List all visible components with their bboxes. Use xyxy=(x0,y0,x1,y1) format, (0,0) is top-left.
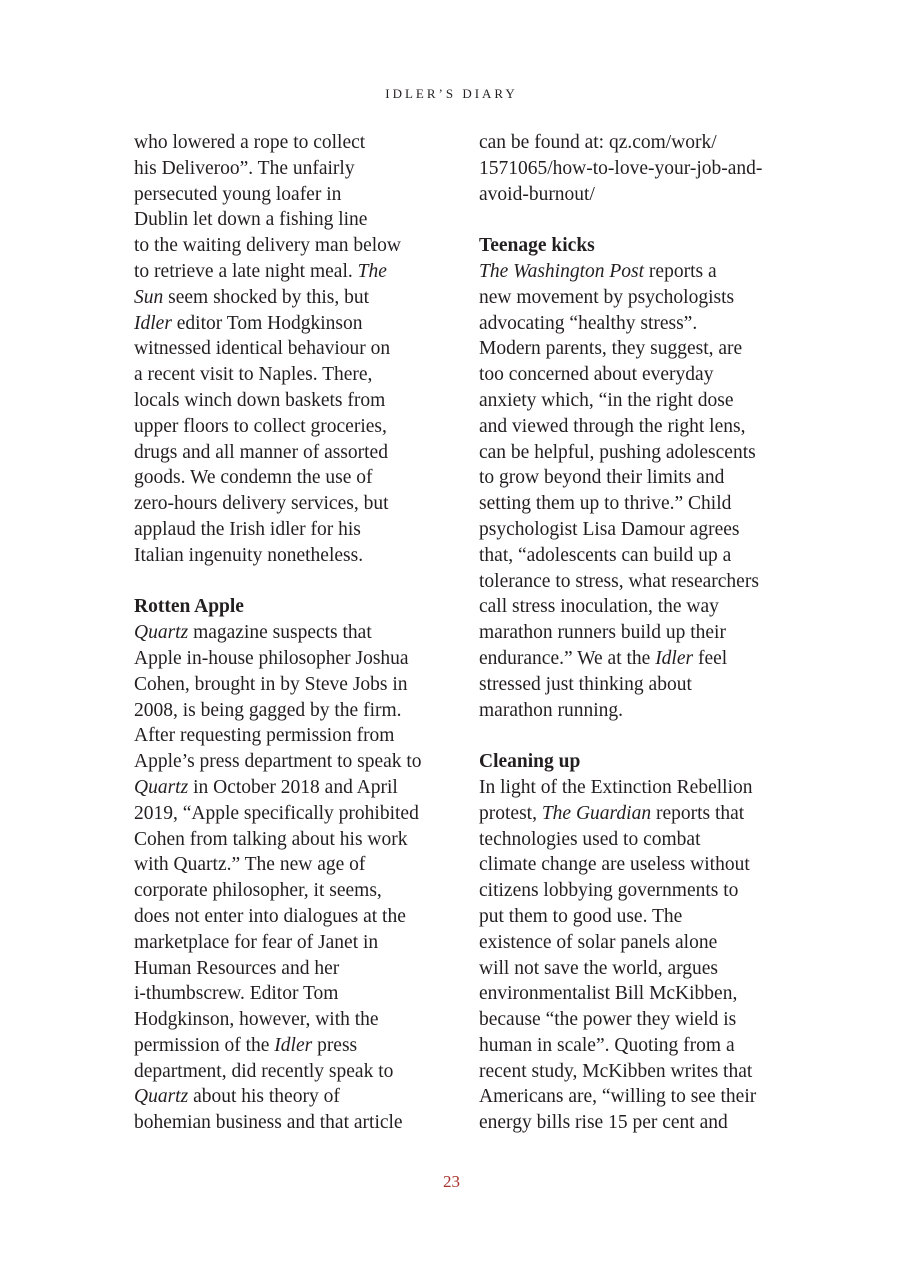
text-line: existence of solar panels alone xyxy=(479,931,718,953)
text-line: 2019, “Apple specifically prohibited xyxy=(134,802,419,824)
text-segment: feel xyxy=(693,647,728,669)
text-line: After requesting permission from xyxy=(134,725,395,747)
text-line: energy bills rise 15 per cent and xyxy=(479,1112,728,1134)
text-line: locals winch down baskets from xyxy=(134,389,386,411)
text-line xyxy=(134,620,464,646)
blank-line xyxy=(479,207,809,233)
text-line xyxy=(134,259,464,285)
text-line: to the waiting delivery man below xyxy=(134,235,401,257)
text-line: Modern parents, they suggest, are xyxy=(479,338,743,360)
text-line: and viewed through the right lens, xyxy=(479,415,746,437)
text-line: Cohen, brought in by Steve Jobs in xyxy=(134,673,408,695)
italic-title: Quartz xyxy=(134,622,189,644)
text-line: Cohen from talking about his work xyxy=(134,828,408,850)
text-line: his Deliveroo”. The unfairly xyxy=(134,157,355,179)
text-line: goods. We condemn the use of xyxy=(134,467,373,489)
text-line xyxy=(134,775,464,801)
text-line: with Quartz.” The new age of xyxy=(134,854,366,876)
text-line: zero-hours delivery services, but xyxy=(134,493,389,515)
text-segment: editor Tom Hodgkinson xyxy=(171,312,363,334)
text-segment: in October 2018 and April xyxy=(188,776,398,798)
text-line: witnessed identical behaviour on xyxy=(134,338,391,360)
text-line xyxy=(479,646,809,672)
text-line: new movement by psychologists xyxy=(479,286,735,308)
text-line xyxy=(134,285,464,311)
text-line: marathon runners build up their xyxy=(479,622,726,644)
italic-title: The Washington Post xyxy=(479,260,645,282)
italic-title: Idler xyxy=(274,1034,313,1056)
text-segment: protest, xyxy=(479,802,542,824)
text-line: Apple’s press department to speak to xyxy=(134,751,422,773)
text-line: technologies used to combat xyxy=(479,828,701,850)
text-line: citizens lobbying governments to xyxy=(479,880,739,902)
text-line: avoid-burnout/ xyxy=(479,183,595,205)
italic-title: Idler xyxy=(134,312,172,334)
text-line: stressed just thinking about xyxy=(479,673,692,695)
text-line: because “the power they wield is xyxy=(479,1009,737,1031)
text-line: persecuted young loafer in xyxy=(134,183,342,205)
text-line: Dublin let down a fishing line xyxy=(134,209,368,231)
text-segment: reports a xyxy=(644,260,717,282)
text-line: corporate philosopher, it seems, xyxy=(134,880,382,902)
italic-title: Quartz xyxy=(134,1086,189,1108)
text-line: marketplace for fear of Janet in xyxy=(134,931,379,953)
text-line: environmentalist Bill McKibben, xyxy=(479,983,738,1005)
text-line: put them to good use. The xyxy=(479,905,683,927)
text-line: In light of the Extinction Rebellion xyxy=(479,776,753,798)
text-segment: endurance.” We at the xyxy=(479,647,656,669)
text-line: i-thumbscrew. Editor Tom xyxy=(134,983,339,1005)
text-line: marathon running. xyxy=(479,699,624,721)
text-line: upper floors to collect groceries, xyxy=(134,415,387,437)
text-segment: permission of the xyxy=(134,1034,275,1056)
blank-line xyxy=(479,723,809,749)
section-heading: Teenage kicks xyxy=(479,235,595,257)
text-segment: about his theory of xyxy=(188,1086,340,1108)
text-line: will not save the world, argues xyxy=(479,957,719,979)
text-line: department, did recently speak to xyxy=(134,1060,394,1082)
italic-title: The Guardian xyxy=(541,802,652,824)
text-line: recent study, McKibben writes that xyxy=(479,1060,753,1082)
text-line xyxy=(479,801,809,827)
blank-line xyxy=(134,569,464,595)
text-line: bohemian business and that article xyxy=(134,1112,403,1134)
text-line: that, “adolescents can build up a xyxy=(479,544,732,566)
text-line: advocating “healthy stress”. xyxy=(479,312,698,334)
text-line: too concerned about everyday xyxy=(479,364,714,386)
text-line: applaud the Irish idler for his xyxy=(134,518,361,540)
text-line: setting them up to thrive.” Child xyxy=(479,493,732,515)
text-line: a recent visit to Naples. There, xyxy=(134,364,373,386)
text-line: Apple in-house philosopher Joshua xyxy=(134,647,409,669)
text-line xyxy=(479,259,809,285)
italic-title: Quartz xyxy=(134,776,189,798)
text-line: to grow beyond their limits and xyxy=(479,467,725,489)
text-line: does not enter into dialogues at the xyxy=(134,905,406,927)
text-line: climate change are useless without xyxy=(479,854,750,876)
text-line: Hodgkinson, however, with the xyxy=(134,1009,379,1031)
section-heading: Cleaning up xyxy=(479,751,581,773)
text-line: who lowered a rope to collect xyxy=(134,132,366,153)
text-line: Americans are, “willing to see their xyxy=(479,1086,757,1108)
page-number: 23 xyxy=(443,1172,460,1191)
text-line: can be helpful, pushing adolescents xyxy=(479,441,756,463)
section-heading: Rotten Apple xyxy=(134,596,244,618)
text-line: can be found at: qz.com/work/ xyxy=(479,132,717,153)
text-line: Italian ingenuity nonetheless. xyxy=(134,544,364,566)
text-line: drugs and all manner of assorted xyxy=(134,441,388,463)
text-line: psychologist Lisa Damour agrees xyxy=(479,518,740,540)
text-line: call stress inoculation, the way xyxy=(479,596,719,618)
running-head: IDLER’S DIARY xyxy=(385,86,518,101)
text-line: tolerance to stress, what researchers xyxy=(479,570,759,592)
text-segment: to retrieve a late night meal. xyxy=(134,260,358,282)
left-column xyxy=(134,130,464,1136)
text-line: anxiety which, “in the right dose xyxy=(479,389,734,411)
text-segment: press xyxy=(312,1034,358,1056)
text-segment: magazine suspects that xyxy=(188,622,372,644)
text-segment: reports that xyxy=(651,802,745,824)
right-column xyxy=(479,130,809,1136)
text-line xyxy=(134,1033,464,1059)
text-line: Human Resources and her xyxy=(134,957,340,979)
italic-title: The xyxy=(357,260,387,282)
text-line xyxy=(134,1084,464,1110)
italic-title: Sun xyxy=(134,286,164,308)
italic-title: Idler xyxy=(655,647,694,669)
text-segment: seem shocked by this, but xyxy=(163,286,370,308)
text-line xyxy=(134,311,464,337)
text-line: 2008, is being gagged by the firm. xyxy=(134,699,402,721)
text-line: human in scale”. Quoting from a xyxy=(479,1034,735,1056)
text-line: 1571065/how-to-love-your-job-and- xyxy=(479,157,763,179)
